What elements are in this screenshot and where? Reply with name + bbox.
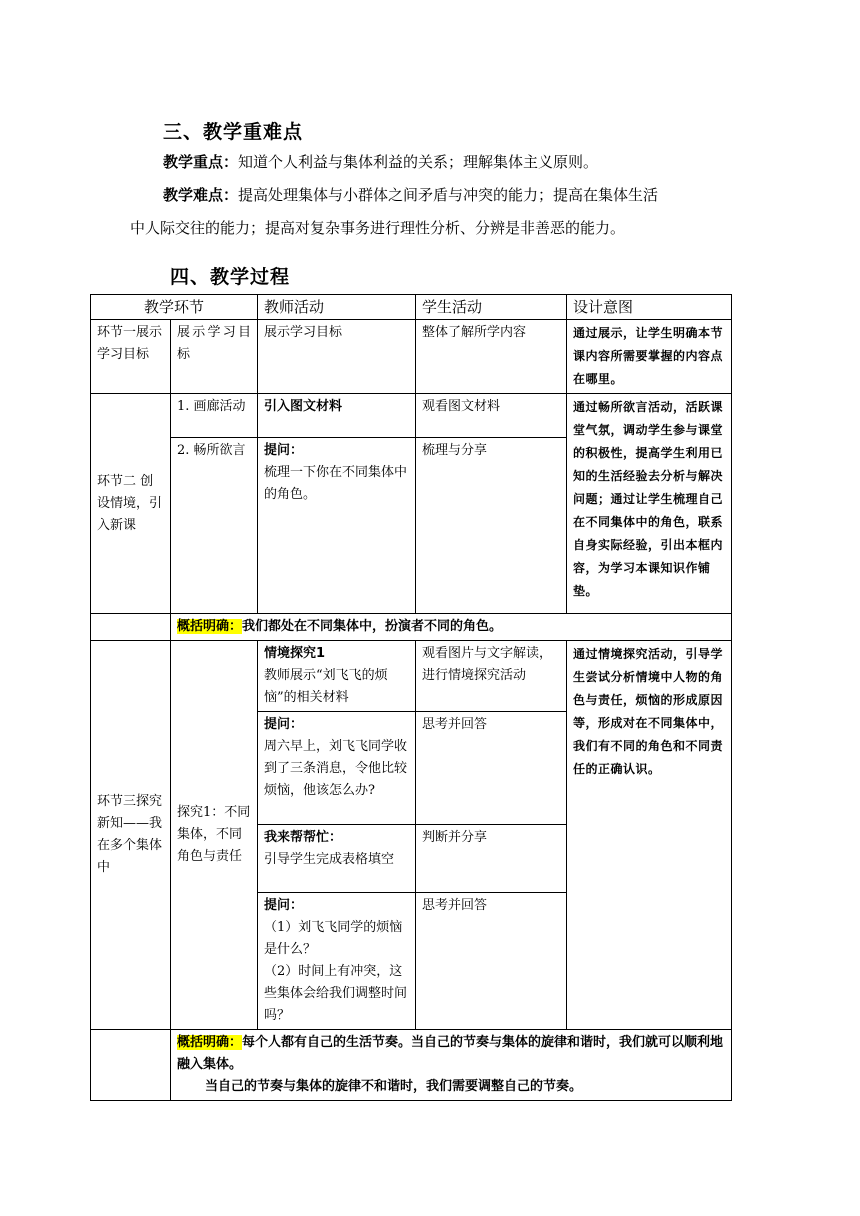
teacher-prompt-text: 梳理一下你在不同集体中的角色。 [264,465,408,502]
teacher-cell: 引入图文材料 [258,394,416,438]
header-stage: 教学环节 [91,295,258,320]
teacher-cell [258,438,416,614]
summary-label: 概括明确： [177,619,243,634]
summary-text-2: 当自己的节奏与集体的旋律不和谐时，我们需要调整自己的节奏。 [205,1079,583,1094]
student-cell: 思考并回答 [416,712,567,825]
question-2: （2）时间上有冲突，这些集体会给我们调整时间吗？ [264,964,408,1023]
teacher-cell [258,825,416,893]
step-cell: 展示学习目标 [171,320,258,394]
help-label: 我来帮帮忙： [264,830,343,845]
question-1: （1）刘飞飞同学的烦恼是什么？ [264,920,403,957]
stage-cell-empty [91,1030,171,1101]
summary-text: 我们都处在不同集体中，扮演者不同的角色。 [242,619,503,634]
teacher-cell [258,712,416,825]
teacher-prompt-text: 周六早上，刘飞飞同学收到了三条消息，令他比较烦恼，他该怎么办? [264,739,408,798]
table-row [91,614,732,641]
summary-text: 每个人都有自己的生活节奏。当自己的节奏与集体的旋律和谐时，我们就可以顺利地融入集体。 [177,1035,724,1072]
student-cell: 思考并回答 [416,893,567,1030]
difficulty-paragraph [163,185,658,205]
student-cell: 梳理与分享 [416,438,567,614]
header-teacher: 教师活动 [258,295,416,320]
scenario-label: 情境探究1 [264,646,326,661]
step-cell: 2. 畅所欲言 [171,438,258,614]
difficulty-paragraph-cont [130,218,625,238]
stage-cell: 环节一展示学习目标 [91,320,171,394]
teacher-prompt-label: 提问： [264,717,304,732]
intent-cell: 通过情境探究活动，引导学生尝试分析情境中人物的角色与责任，烦恼的形成原因等，形成对在不同集体中，我们有不同的角色和不同责任的正确认识。 [567,641,732,1030]
table-row [91,394,732,438]
teaching-process-table [90,294,732,1101]
teacher-cell: 展示学习目标 [258,320,416,394]
stage-cell-empty [91,614,171,641]
key-point-label: 教学重点： [163,153,239,171]
key-point-text: 知道个人利益与集体利益的关系；理解集体主义原则。 [238,153,599,171]
teacher-cell [258,641,416,712]
section-title-process: 四、教学过程 [170,266,291,288]
intent-cell: 通过畅所欲言活动，活跃课堂气氛，调动学生参与课堂的积极性，提高学生利用已知的生活经验去分析与解决问题；通过让学生梳理自己在不同集体中的角色，联系自身实际经验，引出本框内容，为学习本课知识作铺垫。 [567,394,732,614]
teacher-prompt-label: 提问： [264,898,304,913]
key-point-paragraph [163,152,598,172]
summary-cell [171,1030,732,1101]
difficulty-label: 教学难点： [163,186,239,204]
student-cell: 观看图文材料 [416,394,567,438]
section-title-key-points: 三、教学重难点 [163,121,304,143]
student-cell: 观看图片与文字解读，进行情境探究活动 [416,641,567,712]
help-text: 引导学生完成表格填空 [264,852,395,867]
table-row [91,1030,732,1101]
table-header-row [91,295,732,320]
header-intent: 设计意图 [567,295,732,320]
step-cell: 1. 画廊活动 [171,394,258,438]
difficulty-text-line1: 提高处理集体与小群体之间矛盾与冲突的能力；提高在集体生活 [238,186,659,204]
teacher-cell [258,893,416,1030]
stage-cell: 环节三探究新知——我在多个集体中 [91,641,171,1030]
header-student: 学生活动 [416,295,567,320]
teacher-prompt-label: 提问： [264,443,304,458]
step-cell: 探究1：不同集体，不同角色与责任 [171,641,258,1030]
intent-cell: 通过展示，让学生明确本节课内容所需要掌握的内容点在哪里。 [567,320,732,394]
summary-label: 概括明确： [177,1035,243,1050]
scenario-text: 教师展示“刘飞飞的烦恼”的相关材料 [264,668,388,705]
difficulty-text-line2: 中人际交往的能力；提高对复杂事务进行理性分析、分辨是非善恶的能力。 [130,219,626,237]
stage-cell: 环节二 创设情境，引入新课 [91,394,171,614]
table-row [91,320,732,394]
summary-cell [171,614,732,641]
table-row [91,641,732,712]
student-cell: 判断并分享 [416,825,567,893]
student-cell: 整体了解所学内容 [416,320,567,394]
